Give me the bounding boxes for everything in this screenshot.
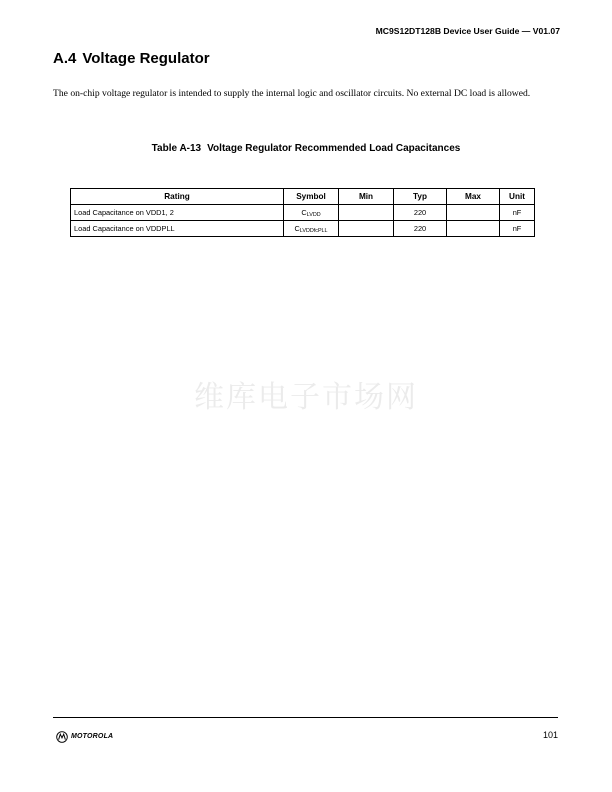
symbol-subscript: LVDD — [306, 211, 321, 218]
table-caption — [0, 143, 612, 154]
watermark: 维库电子市场网 — [194, 380, 418, 415]
table-header-row — [71, 189, 535, 205]
cell-typ: 220 — [394, 205, 447, 221]
running-header: MC9S12DT128B Device User Guide — V01.07 — [375, 26, 560, 36]
table-caption-title: Voltage Regulator Recommended Load Capacitances — [207, 143, 461, 154]
cell-symbol — [284, 205, 339, 221]
motorola-batwing-icon — [56, 730, 68, 742]
section-paragraph: The on-chip voltage regulator is intended to supply the internal logic and oscillator circuits. No external DC load is allowed. — [53, 88, 531, 99]
column-header-unit: Unit — [500, 189, 535, 205]
symbol-base: C — [301, 207, 307, 217]
cell-min — [339, 205, 394, 221]
load-capacitance-table — [70, 188, 535, 237]
cell-symbol — [284, 221, 339, 237]
table-row — [71, 221, 535, 237]
symbol-subscript: LVDDfcPLL — [299, 227, 328, 234]
cell-max — [447, 221, 500, 237]
cell-unit: nF — [500, 205, 535, 221]
table-row — [71, 205, 535, 221]
motorola-wordmark: MOTOROLA — [71, 732, 114, 740]
cell-rating: Load Capacitance on VDDPLL — [71, 221, 284, 237]
cell-unit: nF — [500, 221, 535, 237]
cell-rating: Load Capacitance on VDD1, 2 — [71, 205, 284, 221]
section-heading — [53, 50, 210, 67]
page-number: 101 — [542, 730, 558, 740]
symbol-base: C — [294, 223, 300, 233]
cell-max — [447, 205, 500, 221]
section-title: Voltage Regulator — [82, 50, 210, 67]
cell-min — [339, 221, 394, 237]
column-header-min: Min — [339, 189, 394, 205]
section-number: A.4 — [53, 50, 77, 67]
table-caption-number: Table A-13 — [151, 143, 202, 154]
column-header-max: Max — [447, 189, 500, 205]
column-header-rating: Rating — [71, 189, 284, 205]
column-header-symbol: Symbol — [284, 189, 339, 205]
footer-divider — [53, 717, 558, 718]
cell-typ: 220 — [394, 221, 447, 237]
motorola-logo — [56, 730, 113, 742]
column-header-typ: Typ — [394, 189, 447, 205]
